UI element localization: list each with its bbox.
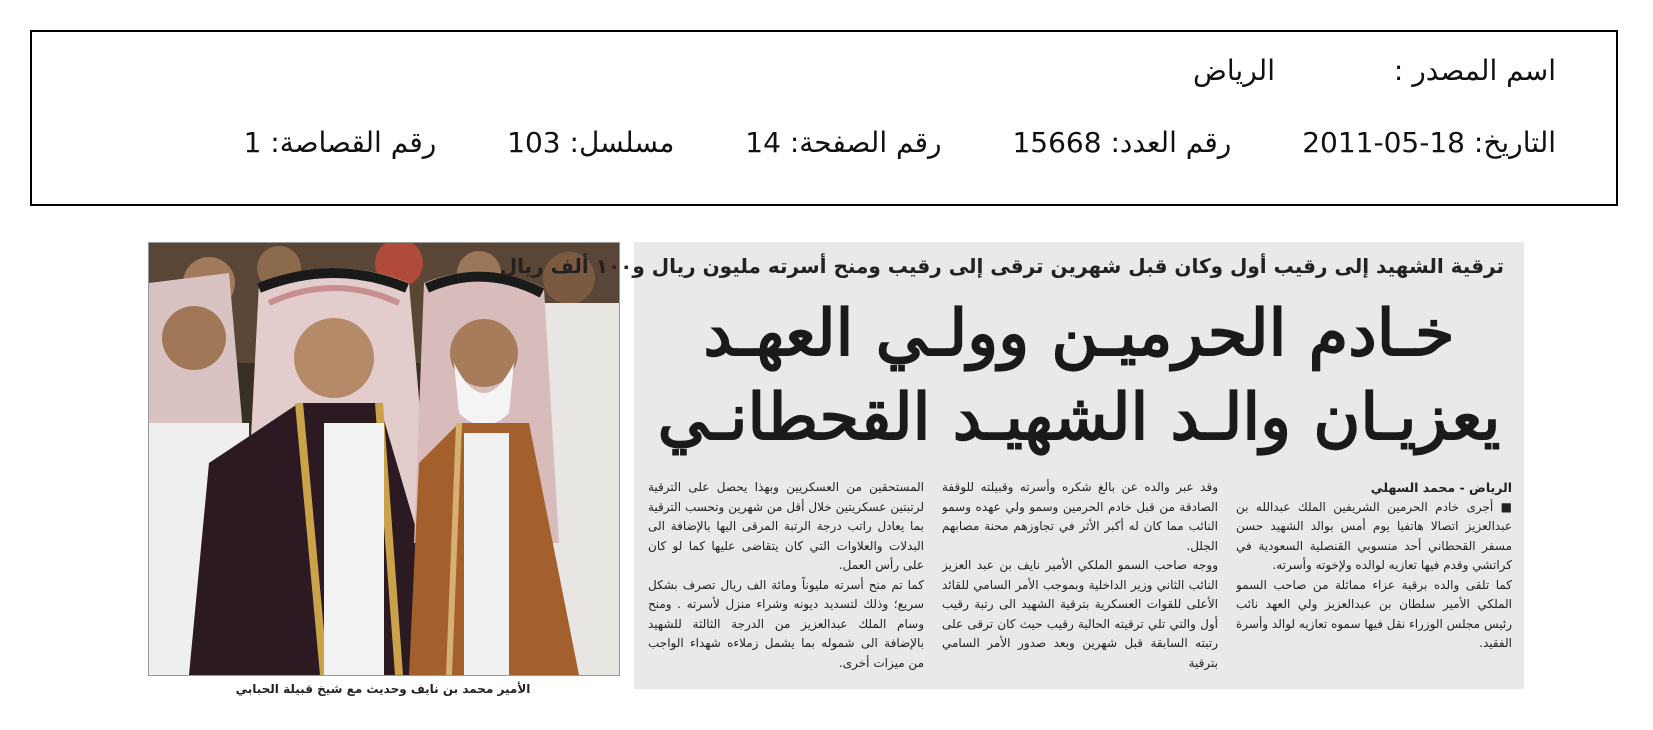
article-body: [648, 478, 1512, 678]
paragraph: كما تلقى والده برقية عزاء مماثلة من صاحب السمو الملكي الأمير سلطان بن عبدالعزيز ولي العهد نائب رئيس مجلس الوزراء نقل فيها سموه تعازيه لوالد وأسرة الفقيد.: [1236, 577, 1512, 650]
article-column-3: [648, 478, 924, 678]
paragraph: ووجه صاحب السمو الملكي الأمير نايف بن عبد العزيز النائب الثاني وزير الداخلية وبموجب الأمر السامي للقائد الأعلى للقوات العسكرية بترقية الشهيد الى رتبة رقيب أول والتي تلي ترقيته الحالية رقيب حيث كان ترقى على رتبته السابقة قبل شهرين وبعد صدور الأمر السامي بترقية: [942, 558, 1218, 670]
article-byline: الرياض - محمد السهلي: [1370, 480, 1512, 495]
source-info-box: [30, 30, 1618, 206]
photo-caption: الأمير محمد بن نايف وحديث مع شيخ قبيلة الحبابي: [235, 682, 531, 696]
article-column-2: [942, 478, 1218, 678]
clip-number-field: رقم القصاصة: 1: [243, 126, 437, 159]
article-headline: [654, 292, 1504, 460]
source-label: اسم المصدر :: [1393, 54, 1556, 87]
metadata-row: [244, 126, 1556, 159]
article-column-1: [1236, 478, 1512, 678]
paragraph: المستحقين من العسكريين وبهذا يحصل على الترقية لرتبتين عسكريتين خلال أقل من شهرين وتحسب الترقية بما يعادل راتب درجة الرتبة المرقى اليها بالإضافة الى البدلات والعلاوات التي كان يتقاضى عليها كما لو كان على رأس العمل.: [648, 480, 924, 572]
source-value: الرياض: [1193, 54, 1275, 87]
paragraph: كما تم منح أسرته مليوناً ومائة الف ريال تصرف بشكل سريع؛ وذلك لتسديد ديونه وشراء منزل لأسرته . ومنح وسام الملك عبدالعزيز من الدرجة الثالثة للشهيد بالإضافة الى شموله بما يشمل زملاءه شهداء الواجب من ميزات أخرى.: [648, 577, 924, 670]
page-number-field: رقم الصفحة: 14: [745, 126, 942, 159]
article-kicker: ترقية الشهيد إلى رقيب أول وكان قبل شهرين ترقى إلى رقيب ومنح أسرته مليون ريال و١٠٠ ألف ريال: [499, 254, 1504, 278]
headline-line-2: يعزيـان والـد الشهيـد القحطانـي: [657, 380, 1501, 455]
headline-line-1: خـادم الحرميـن وولـي العهـد: [703, 296, 1455, 371]
news-photo: [148, 242, 620, 676]
issue-number-field: رقم العدد: 15668: [1012, 126, 1232, 159]
date-field: التاريخ: 18-05-2011: [1302, 126, 1556, 159]
newspaper-clipping: [148, 242, 1524, 702]
article-panel: [499, 242, 1524, 689]
paragraph: وقد عبر والده عن بالغ شكره وأسرته وقبيلته للوقفة الصادقة من قبل خادم الحرمين وسمو ولي عهده وسمو النائب مما كان له أكبر الأثر في تجاوزهم محنة مصابهم الجلل.: [942, 480, 1218, 553]
paragraph: ■ أجرى خادم الحرمين الشريفين الملك عبدالله بن عبدالعزيز اتصالا هاتفيا يوم أمس بوالد الشهيد حسن مسفر القحطاني أحد منسوبي القنصلية السعودية في كراتشي وقدم فيها تعازيه لوالده ولإخوته وأسرته.: [1236, 499, 1512, 572]
source-row: [1193, 54, 1556, 87]
serial-field: مسلسل: 103: [507, 126, 675, 159]
photo-illustration: [149, 243, 619, 675]
